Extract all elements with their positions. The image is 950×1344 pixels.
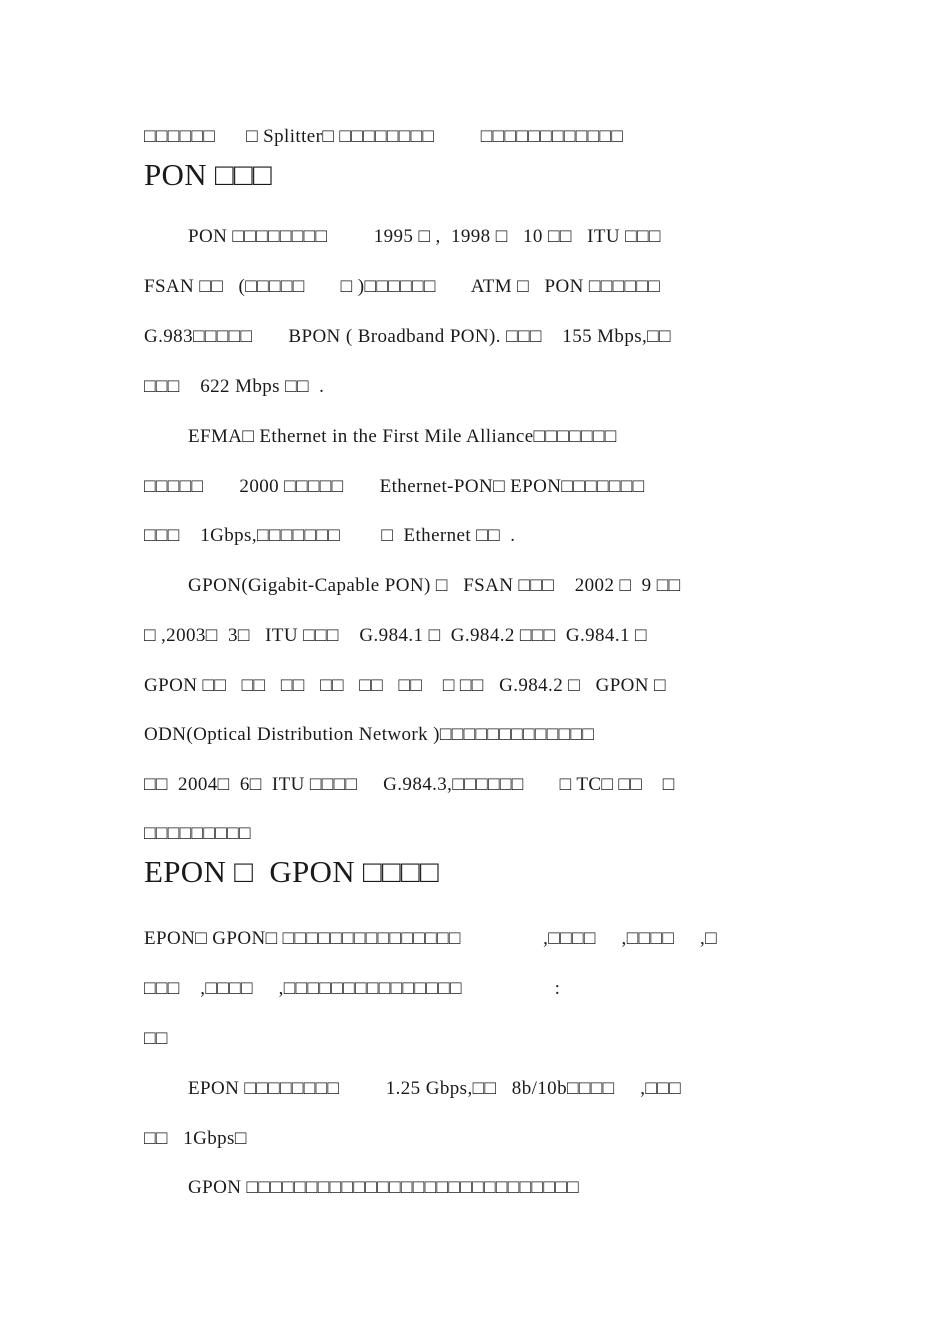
- paragraph-line: EPON □□□□□□□□ 1.25 Gbps,□□ 8b/10b□□□□ ,□□□: [188, 1078, 682, 1099]
- paragraph-line: GPON □□ □□ □□ □□ □□ □□ □ □□ G.984.2 □ GPON □: [144, 675, 666, 696]
- paragraph-line: □ ,2003□ 3□ ITU □□□ G.984.1 □ G.984.2 □□□ G.984.1 □: [144, 625, 647, 646]
- section-heading-epon-gpon-comparison: EPON □ GPON □□□□: [144, 854, 440, 889]
- paragraph-line: EPON□ GPON□ □□□□□□□□□□□□□□□ ,□□□□ ,□□□□ ,□: [144, 928, 717, 949]
- paragraph-line: □□□ ,□□□□ ,□□□□□□□□□□□□□□□ :: [144, 978, 561, 999]
- intro-line: □□□□□□ □ Splitter□ □□□□□□□□ □□□□□□□□□□□□: [144, 126, 624, 147]
- paragraph-line: □□ 1Gbps□: [144, 1128, 247, 1149]
- paragraph-line: EFMA□ Ethernet in the First Mile Alliance□□□□□□□: [188, 426, 617, 447]
- paragraph-line: □□□ 1Gbps,□□□□□□□ □ Ethernet □□ .: [144, 525, 516, 546]
- paragraph-line: PON □□□□□□□□ 1995 □ , 1998 □ 10 □□ ITU □□□: [188, 226, 661, 247]
- paragraph-line: □□□□□□□□□: [144, 823, 251, 844]
- paragraph-line: □□□ 622 Mbps □□ .: [144, 376, 325, 397]
- paragraph-line: ODN(Optical Distribution Network )□□□□□□□□□□□□□: [144, 724, 595, 745]
- paragraph-line: FSAN □□ (□□□□□ □ )□□□□□□ ATM □ PON □□□□□□: [144, 276, 661, 297]
- paragraph-line: G.983□□□□□ BPON ( Broadband PON). □□□ 155 Mbps,□□: [144, 326, 671, 347]
- paragraph-line: GPON(Gigabit-Capable PON) □ FSAN □□□ 2002 □ 9 □□: [188, 575, 681, 596]
- paragraph-line: GPON □□□□□□□□□□□□□□□□□□□□□□□□□□□□: [188, 1177, 580, 1198]
- section-heading-pon-history: PON □□□: [144, 157, 273, 192]
- paragraph-line: □□ 2004□ 6□ ITU □□□□ G.984.3,□□□□□□ □ TC□ □□ □: [144, 774, 675, 795]
- paragraph-line: □□□□□ 2000 □□□□□ Ethernet-PON□ EPON□□□□□□□: [144, 476, 645, 497]
- paragraph-line: □□: [144, 1028, 168, 1049]
